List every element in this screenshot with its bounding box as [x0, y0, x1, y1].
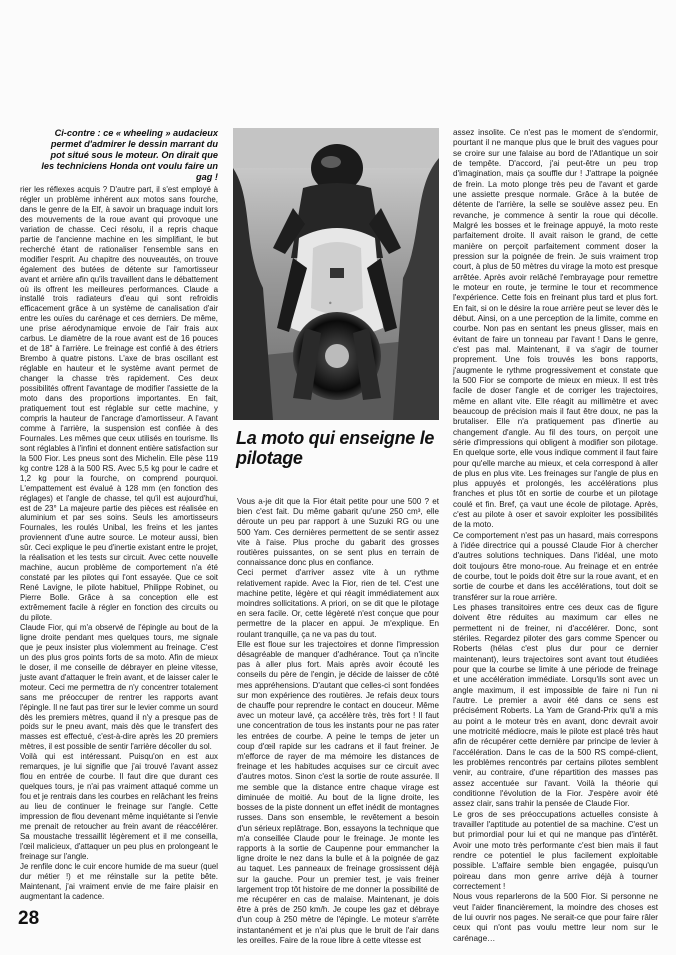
- paragraph: Je renfile donc le cuir encore humide de ma sueur (quel dur métier !) et me réinstalle sur la petite bête. Maintenant, j'ai vraiment envie de me faire plaisir en augmentant la cadence.: [20, 861, 218, 901]
- paragraph: Ce comportement n'est pas un hasard, mais correspons à l'idée directrice qui a poussé Claude Fior à chercher d'autres solutions techniques. Dans l'idéal, une moto doit toujours être mono-roue. Au freinage et en entrée de courbe, tout le poids doit être sur la roue avant, et en sortie de courbe et dans les accélérations, tout doit se transférer sur la roue arrière.: [453, 530, 658, 602]
- paragraph: Claude Fior, qui m'a observé de l'épingle au bout de la ligne droite pendant mes quelques tours, me signale que je peux insister plus violemment au freinage. C'est un des plus gros points forts de sa moto. Afin de mieux le doser, il me conseille de débrayer en pleine vitesse, juste avant d'attaquer le frein avant, et de laisser caler le moteur. Ceci me permettra de n'y concentrer totalement sans me préoccuper de rentrer les rapports avant l'épingle. Il ne faut pas tirer sur le levier comme un sourd dès les premiers mètres, quand il n'y a presque pas de poids sur le pneu avant, mais dès que le transfert des masses est effectué, c'est-à-dire après les 20 premiers mètres, il est possible de sentir l'arrière décoller du sol.: [20, 622, 218, 752]
- paragraph: assez insolite. Ce n'est pas le moment de s'endormir, pourtant il ne manque plus que le bruit des vagues pour se croire sur une falaise au bord de l'Atlantique un soir de tempête. D'accord, j'ai peut-être un peu trop d'imagination, mais ça souffle dur ! J'attrape la poignée de frein. La moto plonge très peu de l'avant et garde une assiette presque normale. Grâce à la butée de détente de l'arrière, la selle se soulève assez peu. En revanche, je commence à sentir la roue qui décolle. Malgré les bosses et le freinage appuyé, la moto reste parfaitement droite. Il avait raison le grand, de cette manière on perçoit parfaitement comment doser la pression sur la poignée de frein. Je suis vraiment trop court, à plus de 50 mètres du virage la moto est presque arrêtée. Après avoir relâché l'embrayage pour remettre le moteur en route, je termine le tour et recommence l'expérience. Cette fois en freinant plus tard et plus fort. En fait, si on le désire la roue arrière peut se lever dès le début. Ainsi, on a une perception de la limite, comme en courbe. Non pas en sentant les pneus glisser, mais en évitant de faire un tonneau par l'avant ! Dans le genre, c'est pas mal. Maintenant, il va s'agir de tourner proprement. Une fois trouvés les bons rapports, j'augmente le rythme progressivement et constate que la 500 Fior se comporte de mieux en mieux. Il est très facile de doser l'angle et de corriger les trajectoires, même en allant vite. Elle réagit au millimètre et avec beaucoup de précision mais il faut être doux, ne pas la brutaliser. Elle n'a pratiquement pas d'inertie au changement d'angle. Au fil des tours, on perçoit une série d'impressions qui obligent à modifier son pilotage. En quelque sorte, elle vous indique comment il faut faire pour qu'elle marche au mieux, et cela correspond à aller de plus en plus vite. Les freinages sur l'angle de plus en plus appuyés et prolongés, les accélérations plus franches et plus tôt en sortie de courbe et un pilotage coulé et fin. Bref, ça vaut une école de pilotage. Après, c'est au pilote à oser et savoir exploiter les possibilités de la moto.: [453, 128, 658, 530]
- paragraph: Nous vous reparlerons de la 500 Fior. Si personne ne veut l'aider financièrement, la moindre des choses est de lui ouvrir nos pages. Ne serait-ce que pour faire râler ceux qui n'ont pas voulu mettre leur nom sur le carénage…: [453, 892, 658, 943]
- paragraph: Ceci permet d'arriver assez vite à un rythme relativement rapide. Avec la Fior, rien de tel. C'est une machine petite, légère et qui réagit immédiatement aux moindres sollicitations. A priori, on se dit que le pilotage en sera facile. Or, cette légèreté n'est conçue que pour permettre de la placer en appui. Je m'explique. En roulant tranquille, ça ne va pas du tout.: [237, 568, 439, 639]
- paragraph: Le gros de ses préoccupations actuelles consiste à travailler l'aptitude au potentiel de sa machine. C'est un but primordial pour lui et qui ne manque pas d'intérêt. Avoir une moto très performante c'est bien mais il faut rendre ce potentiel le plus facilement exploitable possible. L'affaire semble bien engagée, puisqu'un poireau dans mon genre arrive déjà à tourner correctement !: [453, 809, 658, 891]
- page-number: 28: [18, 908, 40, 929]
- paragraph: Voilà qui est intéressant. Puisqu'on en est aux remarques, je lui signifie que j'ai trouvé l'avant assez flou en entrée de courbe. Il faut dire que durant ces quelques tours, je n'ai pas vraiment attaqué comme un fou et je rentrais dans les courbes en relâchant les freins au lieu de continuer le freinage sur l'angle. Cette impression de flou devenant même inquiétante si l'envie me prenait de retoucher au frein avant de réaccélérer. Sa moustache tressaillit légèrement et il me conseilla, l'œil malicieux, d'attaquer un peu plus en prolongeant le freinage sur l'angle.: [20, 752, 218, 861]
- paragraph: Vous a-je dit que la Fior était petite pour une 500 ? et bien c'est fait. Du même gabarit qu'une 250 cm³, elle déroute un peu par rapport à une Suzuki RG ou une 500 Yam. Ces dernières permettent de se sentir assez vite à l'aise. Plus proche du gabarit des grosses routières puissantes, on se sent plus en terrain de connaissance donc plus en confiance.: [237, 497, 439, 568]
- motorcycle-wheelie-photo-icon: [233, 128, 439, 420]
- paragraph: rier les réflexes acquis ? D'autre part, il s'est employé à régler un problème inhérent aux motos sans fourche, dans le genre de la Elf, à savoir un braquage induit lors des mouvements de la roue avant qui provoque une variation de chasse. Ceci résolu, il a repris chaque partie de l'ancienne machine en les simplifiant, le but recherché étant de rationaliser l'ensemble sans en modifier l'esprit. Au chapitre des nouveautés, on trouve également des butées de détente sur l'amortisseur avant et arrière afin qu'ils travaillent dans le débattement où ils offrent les meilleures performances. Claude a installé trois radiateurs d'eau qui sont refroidis efficacement grâce à un système de canalisation d'air entre les ouïes du carénage et ces derniers. De même, une prise aérodynamique envoie de l'air frais aux carbus. Le diamètre de la roue avant est de 16 pouces et de 18" à l'arrière. Le freinage est confié à des étriers Brembo à quatre pistons. L'axe de bras oscillant est réglable en hauteur et le système avant permet de changer la chasse très rapidement. Ces deux possibilités offrent l'avantage de modifier l'assiette de la moto dans des proportions importantes. En fait, pratiquement tout est réglable sur cette machine, y compris la hauteur de l'ancrage d'amortisseur. A l'avant comme à l'arrière, la suspension est confiée à des Fournales. Les mêmes que ceux utilisés en tourisme. Ils sont réglables à l'infini et donnent entière satisfaction sur la 500 Fior. Les pneus sont des Michelin. Elle pèse 119 kg contre 128 à la 500 RS. Avec 5,5 kg pour le cadre et 1,2 kg pour la fourche, on comprend pourquoi. L'empattement est évalué à 128 mm (en fonction des réglages) et l'angle de chasse, tel qu'il est aujourd'hui, est de 23° La majeure partie des pièces est réalisée en aluminium et par ses soins. Seuls les amortisseurs Fournales, les roulés Unibal, les freins et les jantes proviennent d'une autre source. Le moteur aussi, bien sûr. Ceci explique le peu d'inertie existant entre le projet, la réalisation et les tests sur circuit. Avec cette nouvelle machine, aucun problème de comportement n'a été constaté par les pilotes qui l'ont essayée. Que ce soit René Lavigne, le pilote habituel, Philippe Robinet, ou Pierre Bolle. Grâce à sa conception elle est extrêmement facile à régler en fonction des circuits ou du pilote.: [20, 185, 219, 622]
- paragraph: Elle est floue sur les trajectoires et donne l'impression désagréable de manquer d'adhérance. Tout ça n'incite pas à aller plus fort. Mais après avoir écouté les conseils du père de l'engin, je décide de laisser de côté mes appréhensions. D'autant que celles-ci sont fondées sur mon expérience des routières. Je refais deux tours de chauffe pour reprendre le contact en douceur. Même avec un moteur lavé, ça accélère très, très fort ! Il faut une concentration de tous les instants pour ne pas rater les entrées de courbe. A peine le temps de jeter un coup d'œil rapide sur les cadrans et il faut freiner. Je m'efforce de rayer de ma mémoire les distances de freinage et les habitudes acquises sur ce circuit avec d'autres motos. Sinon c'est la sortie de route assurée. Il me semble que la distance entre chaque virage est diminuée de moitié. Au bout de la ligne droite, les bosses de la piste donnent un effet inédit de montagnes russes. Dans son ensemble, le revêtement a besoin d'un sérieux replâtrage. Bon, essayons la technique que m'a conseillée Claude pour le freinage. Je monte les rapports à la sortie de Caupenne pour emmancher la ligne droite le nez dans la bulle et à la poignée de gaz au taquet. Les panneaux de freinage grossissent déjà sur la gauche. Pour un premier test, je vais freiner largement trop tôt histoire de me donner la possibilité de me récupérer en cas de malaise. Maintenant, je dois être à près de 250 km/h. Je coupe les gaz et débraye d'un coup à 250 mètre de l'épingle. Le moteur s'arrête instantanément et je n'ai plus que le bruit de l'air dans les oreilles. Faire de la roue libre à cette vitesse est: [237, 639, 439, 945]
- right-text-column: [453, 128, 658, 944]
- left-text-column: [20, 185, 218, 902]
- article-headline: La moto qui enseigne le pilotage: [236, 428, 435, 468]
- svg-text:•: •: [328, 297, 333, 308]
- photo-caption: Ci-contre : ce « wheeling » audacieux permet d'admirer le dessin marrant du pot situé sous le moteur. On dirait que les techniciens Honda ont voulu faire un gag !: [41, 128, 218, 182]
- motorcycle-photo: [233, 128, 439, 420]
- middle-text-column: [237, 497, 439, 946]
- paragraph: Les phases transitoires entre ces deux cas de figure doivent être réduites au maximum car elles ne permettent ni de freiner, ni d'accélérer. Donc, sont stériles. Regardez piloter des gars comme Spencer ou Roberts (hélas c'est plus dur pour ce dernier maintenant), leurs trajectoires sont avant tout étudiées pour que la courbe se limite à une période de freinage et une accélération immédiate. Lorsqu'ils sont avec un angle maximum, il est impossible de faire ni l'un ni l'autre. Le premier a avoir été dans ce sens est précisément Roberts. La Yam de Grand-Prix qu'il a mis au point a le moteur très en avant, donc devrait avoir une motricité médiocre, mais le pilote est placé très haut afin de récupérer cette dernière par principe de levier à l'accélération. Dans le cas de la 500 RS compé-client, les problèmes rencontrés par certains pilotes semblent venir, au contraire, d'une répartition des masses pas assez accentuée sur l'avant. Voilà la théorie qui conditionne l'évolution de la Fior. J'espère avoir été assez clair, sans trahir la pensée de Claude Fior.: [453, 603, 658, 809]
